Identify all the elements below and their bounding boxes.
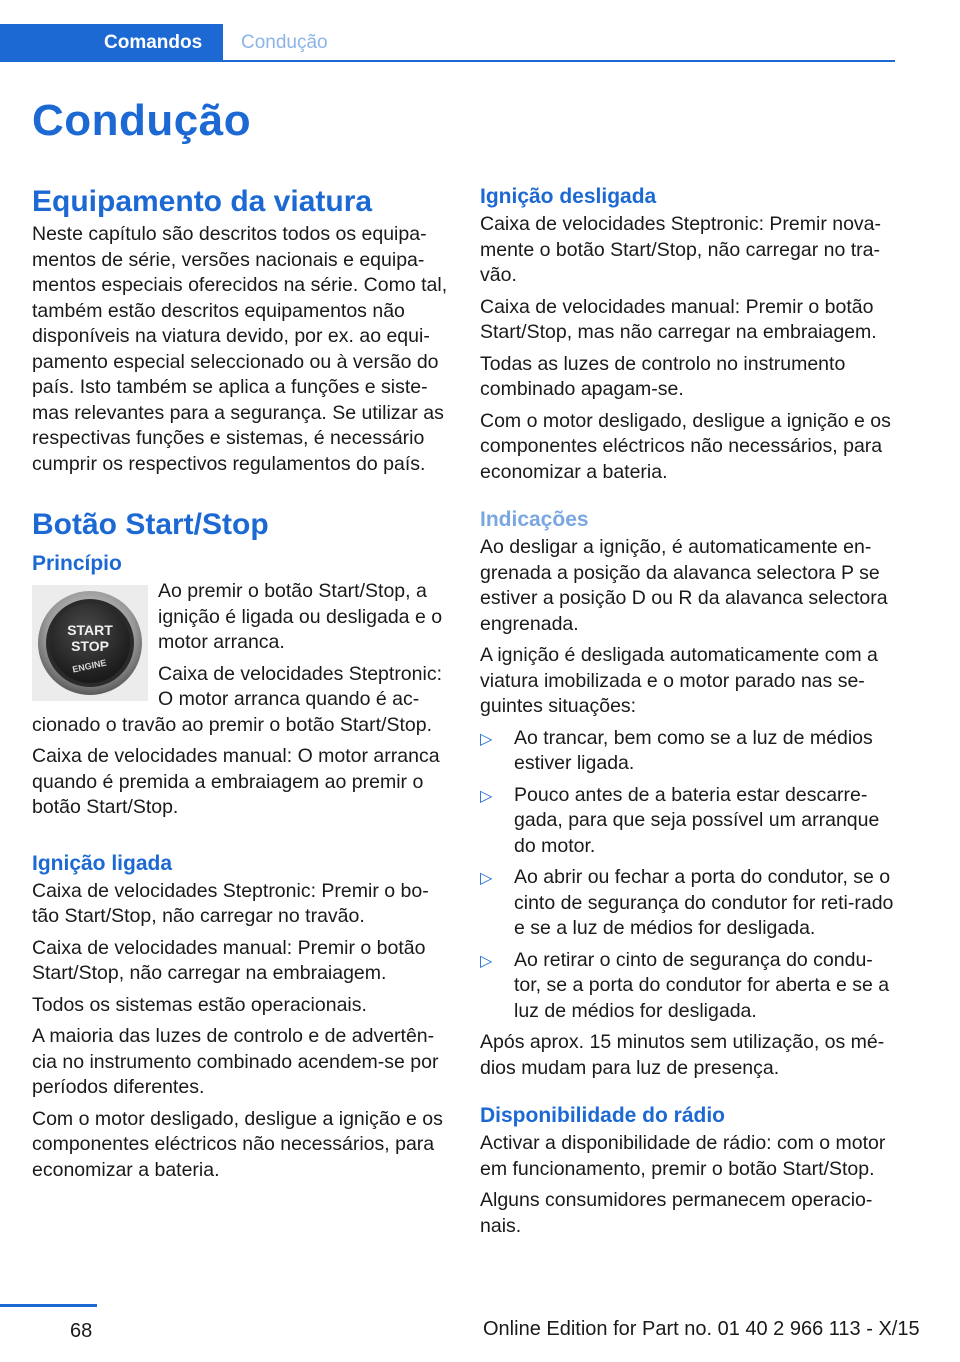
page-number: 68: [70, 1320, 93, 1342]
list-item: ▷ Pouco antes de a bateria estar descarre-gada, para que seja possível um arranque do motor.: [480, 783, 880, 857]
button-text-start: START: [67, 622, 113, 638]
paragraph-principle-1: Ao premir o botão Start/Stop, a ignição é ligada ou desligada e o motor arranca.: [158, 580, 443, 653]
paragraph-ignition-off-4: Com o motor desligado, desligue a ignição e os componentes eléctricos não necessários, para economizar a bateria.: [480, 409, 891, 483]
paragraph-ignition-off-3: Todas as luzes de controlo no instrumento combinado apagam-se.: [480, 352, 846, 400]
heading-equipment: Equipamento da viatura: [32, 185, 373, 218]
triangle-bullet-icon: ▷: [480, 730, 493, 748]
paragraph-notes-2: A ignição é desligada automaticamente com a viatura imobilizada e o motor parado nas se-guintes situações:: [480, 644, 878, 717]
footer-edition: Online Edition for Part no. 01 40 2 966 113 - X/15: [483, 1318, 920, 1340]
button-text-stop: STOP: [71, 638, 109, 654]
list-item: ▷ Ao retirar o cinto de segurança do condu-tor, se a porta do condutor for aberta e se a luz de médios for desligada.: [480, 948, 890, 1022]
paragraph-radio-2: Alguns consumidores permanecem operacio-nais.: [480, 1189, 873, 1237]
paragraph-notes-1: Ao desligar a ignição, é automaticamente en-grenada a posição da alavanca selectora P se estiver a posição D ou R da alavanca selectora engrenada.: [480, 536, 888, 635]
paragraph-principle-2: Caixa de velocidades Steptronic: O motor arranca quando é ac-cionado o travão ao premir o botão Start/Stop.: [32, 662, 442, 736]
bullet-list: [480, 726, 898, 1025]
heading-radio-readiness: Disponibilidade do rádio: [480, 1104, 726, 1127]
heading-ignition-off: Ignição desligada: [480, 185, 657, 208]
heading-ignition-on: Ignição ligada: [32, 851, 173, 875]
right-column: [480, 182, 898, 1245]
paragraph-radio-1: Activar a disponibilidade de rádio: com o motor em funcionamento, premir o botão Start/Stop.: [480, 1132, 886, 1180]
paragraph-ignition-on-2: Caixa de velocidades manual: Premir o botão Start/Stop, não carregar na embraiagem.: [32, 936, 426, 984]
left-column: [32, 182, 448, 1189]
heading-notes: Indicações: [480, 508, 589, 531]
paragraph-ignition-on-3: Todos os sistemas estão operacionais.: [32, 993, 367, 1016]
triangle-bullet-icon: ▷: [480, 787, 493, 805]
page-title: Condução: [32, 96, 252, 145]
paragraph-ignition-off-2: Caixa de velocidades manual: Premir o botão Start/Stop, mas não carregar na embraiagem.: [480, 295, 877, 343]
footer-rule: [0, 1304, 97, 1307]
start-stop-engine-icon: [32, 585, 148, 701]
list-item: ▷ Ao abrir ou fechar a porta do condutor, se o cinto de segurança do condutor for reti-rado e se a luz de médios for desligada.: [480, 866, 894, 939]
paragraph-notes-3: Após aprox. 15 minutos sem utilização, os mé-dios mudam para luz de presença.: [480, 1031, 885, 1079]
paragraph-ignition-on-1: Caixa de velocidades Steptronic: Premir o bo-tão Start/Stop, não carregar no travão.: [32, 879, 429, 927]
chapter-header: [0, 24, 895, 62]
paragraph-equipment: Neste capítulo são descritos todos os equipa-mentos de série, versões nacionais e equipa-mentos especiais oferecidos na série. Como tal, também estão descritos equipamentos não disponíveis na viatura devido, por ex. ao equi-pamento especial seleccionado ou à versão do país. Isto também se aplica a funções e siste-mas relevantes para a segurança. Se utilizar as respectivas funções e sistemas, é necessário cumprir os respectivos regulamentos do país.: [32, 223, 448, 475]
paragraph-ignition-on-5: Com o motor desligado, desligue a ignição e os componentes eléctricos não necessários, para economizar a bateria.: [32, 1107, 443, 1181]
button-text-engine: ENGINE: [71, 657, 108, 675]
paragraph-principle-3: Caixa de velocidades manual: O motor arranca quando é premida a embraiagem ao premir o botão Start/Stop.: [32, 745, 440, 818]
paragraph-ignition-on-4: A maioria das luzes de controlo e de advertên-cia no instrumento combinado acendem-se por períodos diferentes.: [32, 1025, 439, 1098]
tab-conducao[interactable]: Condução: [241, 32, 328, 53]
heading-start-stop-button: Botão Start/Stop: [32, 508, 269, 541]
paragraph-ignition-off-1: Caixa de velocidades Steptronic: Premir nova-mente o botão Start/Stop, não carregar no tra-vão.: [480, 213, 882, 286]
triangle-bullet-icon: ▷: [480, 870, 493, 887]
tab-comandos[interactable]: Comandos: [0, 24, 223, 62]
list-item: ▷ Ao trancar, bem como se a luz de médios estiver ligada.: [480, 726, 873, 774]
triangle-bullet-icon: ▷: [480, 952, 493, 970]
heading-principle: Princípio: [32, 552, 122, 575]
start-stop-button-image: [32, 585, 148, 701]
